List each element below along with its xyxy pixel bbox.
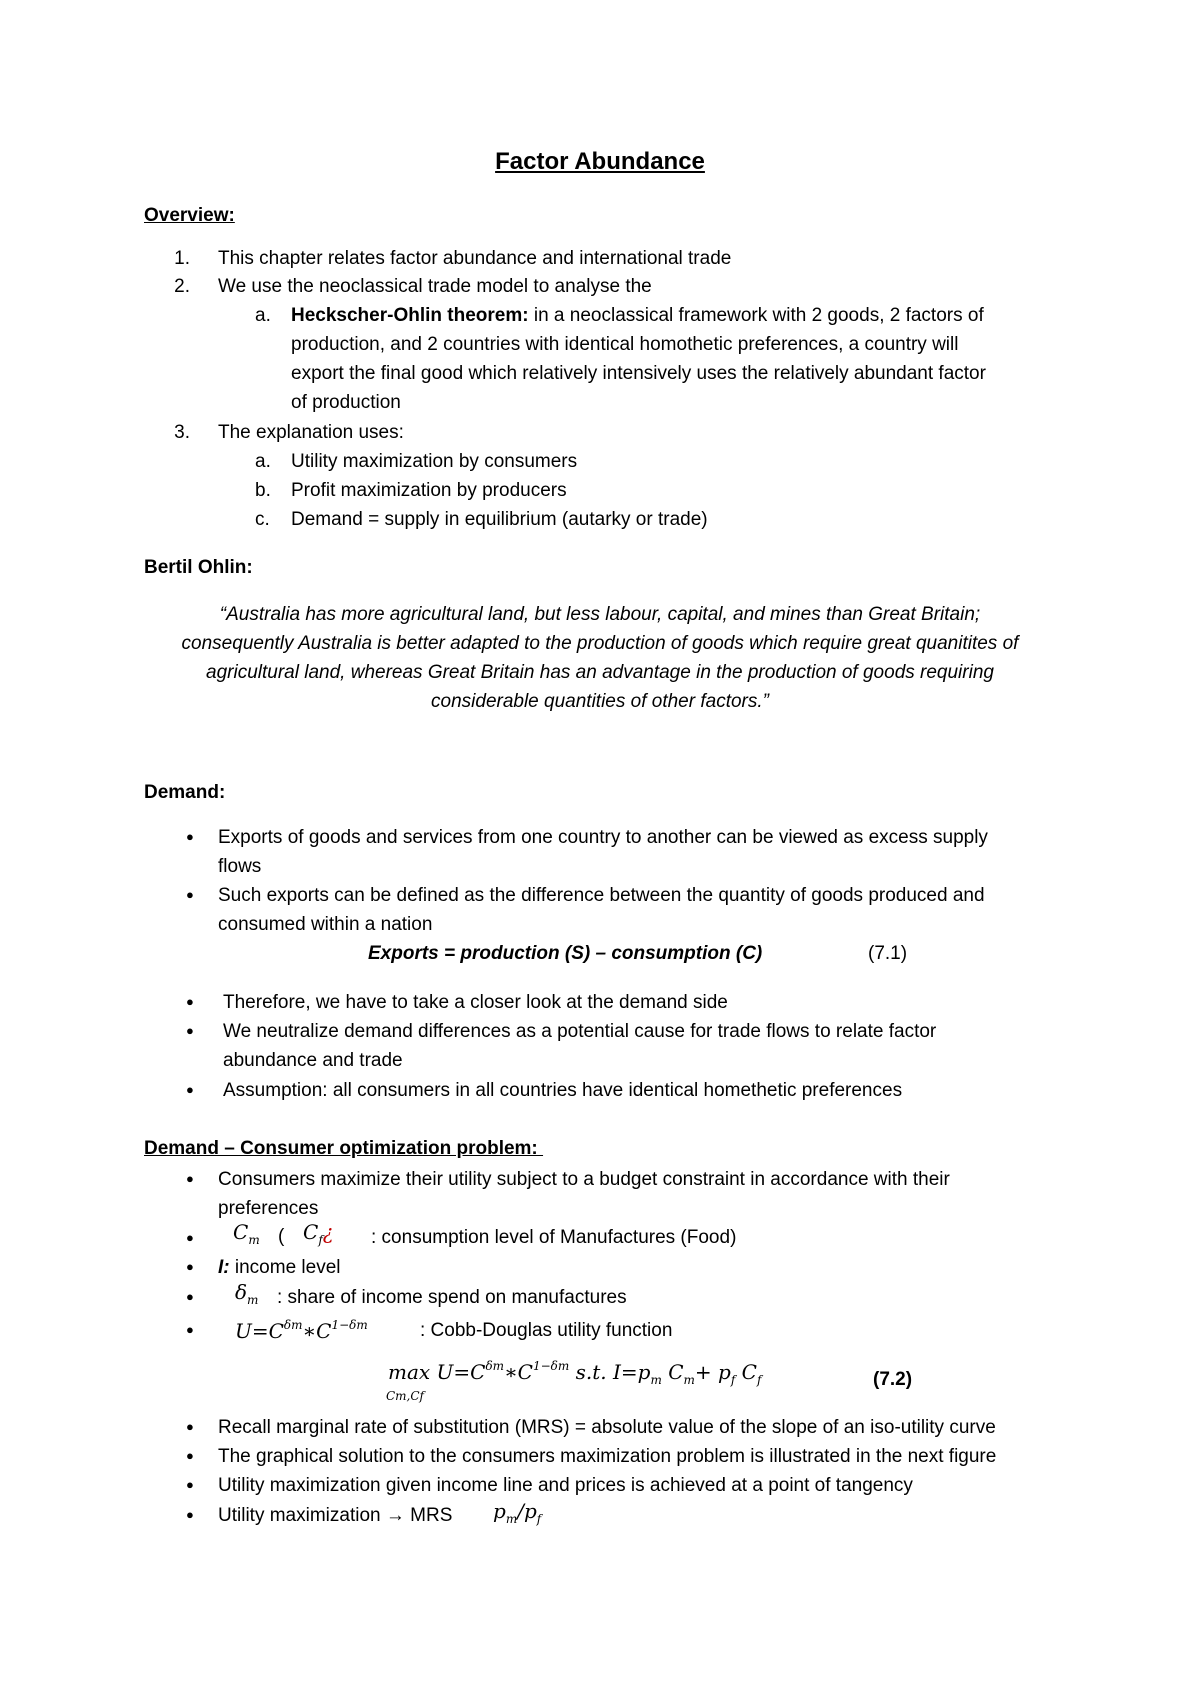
- math-symbol: p: [523, 1499, 537, 1523]
- income-text: income level: [229, 1257, 341, 1278]
- math-symbol: C: [741, 1360, 757, 1384]
- math-superscript: 1−δm: [532, 1359, 570, 1373]
- bullet-text: Assumption: all consumers in all countries have identical homethetic preferences: [223, 1080, 903, 1101]
- math-delta-m: [235, 1278, 258, 1315]
- math-symbol: ∗C: [302, 1319, 332, 1343]
- sub-list-letter: b.: [255, 480, 271, 501]
- sub-list-letter: a.: [255, 451, 271, 472]
- sub-list-item-cont: production, and 2 countries with identical homothetic preferences, a country will: [291, 334, 959, 355]
- page-title: Factor Abundance: [495, 148, 705, 175]
- math-symbol: /: [517, 1499, 524, 1523]
- quote-line: agricultural land, whereas Great Britain has an advantage in the production of goods requiring: [206, 662, 994, 683]
- math-subscript: m: [248, 1233, 260, 1247]
- ohlin-heading: Bertil Ohlin:: [144, 557, 253, 578]
- math-symbol: U=C: [436, 1360, 486, 1384]
- sub-list-letter: c.: [255, 509, 270, 530]
- bullet-text: Such exports can be defined as the difference between the quantity of goods produced and: [218, 885, 985, 906]
- list-number: 2.: [174, 276, 190, 297]
- bullet-text-cont: consumed within a nation: [218, 914, 433, 935]
- bullet-icon: ●: [186, 1230, 194, 1245]
- sub-list-item: Utility maximization by consumers: [291, 451, 578, 472]
- math-open-paren: (: [278, 1226, 285, 1247]
- sub-list-letter: a.: [255, 305, 271, 326]
- list-number: 1.: [174, 248, 190, 269]
- bullet-text: Utility maximization → MRS: [218, 1505, 453, 1526]
- math-subscript: m: [650, 1373, 662, 1387]
- sub-list-item: [291, 301, 984, 330]
- sub-list-item: Profit maximization by producers: [291, 480, 567, 501]
- math-symbol: C: [233, 1220, 249, 1244]
- bullet-icon: ●: [186, 1289, 194, 1304]
- equation-number: (7.1): [868, 943, 908, 964]
- math-symbol: p: [493, 1499, 506, 1523]
- list-item: This chapter relates factor abundance and international trade: [218, 248, 732, 269]
- math-subscript: m: [505, 1512, 518, 1526]
- math-max: max: [388, 1360, 431, 1384]
- math-symbol: + p: [694, 1360, 731, 1384]
- math-price-ratio: [493, 1497, 541, 1534]
- sub-list-item: Demand = supply in equilibrium (autarky or trade): [291, 509, 708, 530]
- max-under: Cm,Cf: [386, 1389, 424, 1403]
- math-symbol: δ: [235, 1280, 248, 1304]
- theorem-name: Heckscher-Ohlin theorem:: [291, 305, 529, 326]
- bullet-icon: ●: [186, 1448, 194, 1463]
- math-subscript: m: [683, 1373, 695, 1387]
- math-superscript: δm: [283, 1318, 303, 1332]
- math-close-glyph: ¿: [322, 1220, 334, 1244]
- math-subscript: f: [536, 1512, 542, 1526]
- demand-heading: Demand:: [144, 782, 226, 803]
- math-symbol: U=C: [235, 1319, 284, 1343]
- list-item: The explanation uses:: [218, 422, 404, 443]
- bullet-icon: ●: [186, 1507, 194, 1522]
- equation-number: (7.2): [873, 1369, 913, 1390]
- bullet-text: Utility maximization given income line and prices is achieved at a point of tangency: [218, 1475, 913, 1496]
- bullet-text-cont: abundance and trade: [223, 1050, 403, 1071]
- math-symbol: ∗C: [504, 1360, 533, 1384]
- list-item: We use the neoclassical trade model to analyse the: [218, 276, 652, 297]
- sub-list-item-cont: of production: [291, 392, 401, 413]
- math-cm: [233, 1218, 260, 1255]
- math-subscript: f: [318, 1233, 323, 1247]
- income-symbol: I:: [218, 1257, 230, 1278]
- max-equation: [388, 1352, 761, 1395]
- bullet-text: : Cobb-Douglas utility function: [420, 1320, 673, 1341]
- bullet-icon: ●: [186, 1171, 194, 1186]
- bullet-text: Consumers maximize their utility subject to a budget constraint in accordance with their: [218, 1169, 950, 1190]
- math-subscript: f: [756, 1373, 762, 1387]
- bullet-icon: ●: [186, 1322, 194, 1337]
- math-symbol: C: [668, 1360, 684, 1384]
- bullet-icon: ●: [186, 1082, 194, 1097]
- bullet-text: The graphical solution to the consumers maximization problem is illustrated in the next figure: [218, 1446, 997, 1467]
- math-subscript: f: [730, 1373, 736, 1387]
- quote-line: consequently Australia is better adapted to the production of goods which require great quanitites of: [181, 633, 1019, 654]
- bullet-icon: ●: [186, 887, 194, 902]
- bullet-icon: ●: [186, 1023, 194, 1038]
- bullet-text: : consumption level of Manufactures (Food): [371, 1227, 737, 1248]
- overview-heading: Overview:: [144, 205, 235, 226]
- bullet-text: Recall marginal rate of substitution (MRS) = absolute value of the slope of an iso-utility curve: [218, 1417, 996, 1438]
- bullet-icon: ●: [186, 1419, 194, 1434]
- math-superscript: 1−δm: [331, 1318, 368, 1332]
- consumer-heading: Demand – Consumer optimization problem:: [144, 1138, 544, 1159]
- list-number: 3.: [174, 422, 190, 443]
- math-symbol: C: [303, 1220, 319, 1244]
- math-subscript: m: [247, 1293, 259, 1307]
- math-utility: [235, 1311, 368, 1346]
- math-cf: [303, 1218, 334, 1255]
- bullet-icon: ●: [186, 829, 194, 844]
- quote-line: “Australia has more agricultural land, but less labour, capital, and mines than Great Britain;: [219, 604, 981, 625]
- quote-line: considerable quantities of other factors.”: [431, 691, 769, 712]
- sub-list-item-cont: export the final good which relatively intensively uses the relatively abundant factor: [291, 363, 986, 384]
- math-constraint: s.t. I=p: [575, 1360, 651, 1384]
- bullet-text: We neutralize demand differences as a potential cause for trade flows to relate factor: [223, 1021, 937, 1042]
- bullet-icon: ●: [186, 1477, 194, 1492]
- bullet-text: Exports of goods and services from one country to another can be viewed as excess supply: [218, 827, 988, 848]
- bullet-text: Therefore, we have to take a closer look at the demand side: [223, 992, 728, 1013]
- bullet-icon: ●: [186, 1259, 194, 1274]
- bullet-text-cont: preferences: [218, 1198, 319, 1219]
- bullet-text: : share of income spend on manufactures: [277, 1287, 627, 1308]
- exports-equation: Exports = production (S) – consumption (C): [368, 943, 763, 964]
- bullet-text-cont: flows: [218, 856, 262, 877]
- math-superscript: δm: [485, 1359, 505, 1373]
- bullet-icon: ●: [186, 994, 194, 1009]
- theorem-text: in a neoclassical framework with 2 goods, 2 factors of: [528, 305, 984, 326]
